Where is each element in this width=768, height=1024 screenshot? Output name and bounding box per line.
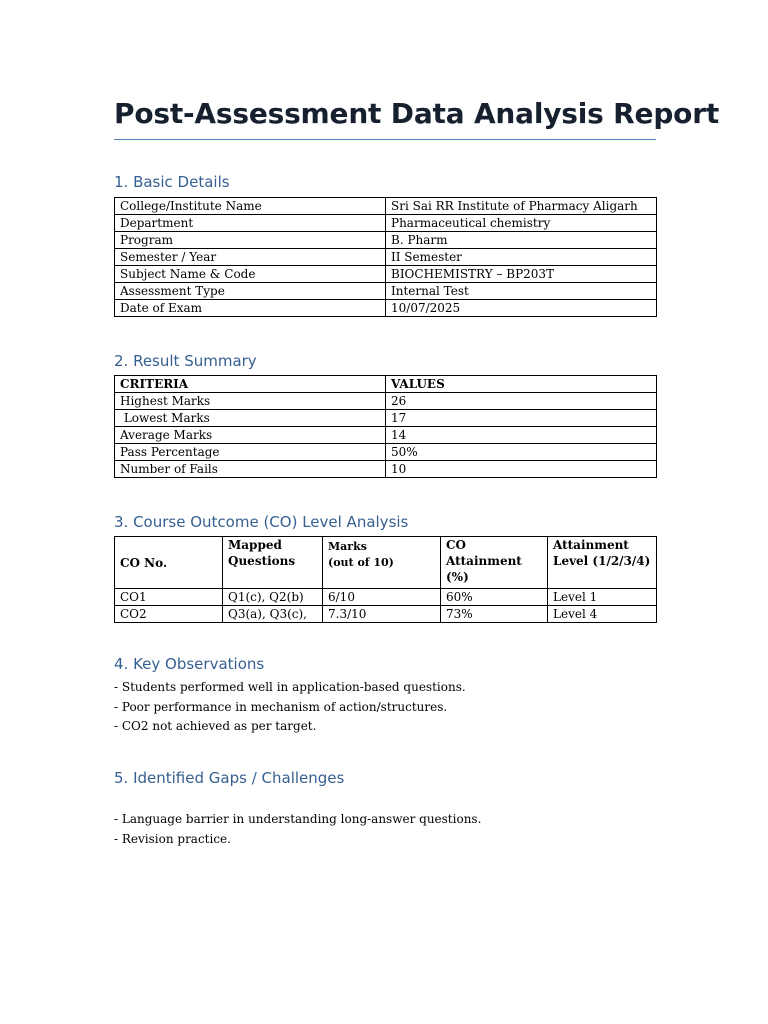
list-item: - CO2 not achieved as per target.: [114, 719, 317, 733]
detail-label: College/Institute Name: [115, 198, 386, 215]
observations-list: [114, 678, 656, 737]
column-header-criteria: CRITERIA: [115, 376, 386, 393]
criteria-cell: Number of Fails: [115, 461, 386, 478]
marks-header-line2: (out of 10): [328, 556, 394, 569]
result-summary-table: [114, 375, 657, 478]
section-heading-co-analysis: 3. Course Outcome (CO) Level Analysis: [114, 513, 409, 531]
column-header-co-attainment: CO Attainment (%): [441, 537, 548, 589]
criteria-cell: Pass Percentage: [115, 444, 386, 461]
level-cell: Level 4: [548, 606, 657, 623]
list-item: - Language barrier in understanding long-answer questions.: [114, 812, 482, 826]
table-row: [115, 215, 657, 232]
table-row: [115, 266, 657, 283]
table-row: [115, 410, 657, 427]
detail-label: Semester / Year: [115, 249, 386, 266]
value-cell: 10: [386, 461, 657, 478]
table-row: [115, 461, 657, 478]
attainment-cell: 60%: [441, 589, 548, 606]
section-heading-gaps: 5. Identified Gaps / Challenges: [114, 769, 345, 787]
value-cell: 50%: [386, 444, 657, 461]
detail-value: 10/07/2025: [386, 300, 657, 317]
detail-value: B. Pharm: [386, 232, 657, 249]
co-cell: CO2: [115, 606, 223, 623]
detail-label: Program: [115, 232, 386, 249]
basic-details-table: [114, 197, 657, 317]
criteria-cell: Average Marks: [115, 427, 386, 444]
criteria-cell: Highest Marks: [115, 393, 386, 410]
criteria-cell: Lowest Marks: [115, 410, 386, 427]
list-item: - Poor performance in mechanism of action/structures.: [114, 699, 448, 714]
table-header-row: [115, 537, 657, 589]
table-row: [115, 300, 657, 317]
detail-value: Pharmaceutical chemistry: [386, 215, 657, 232]
level-cell: Level 1: [548, 589, 657, 606]
table-row: [115, 606, 657, 623]
table-row: [115, 232, 657, 249]
attainment-cell: 73%: [441, 606, 548, 623]
table-row: [115, 283, 657, 300]
co-cell: CO1: [115, 589, 223, 606]
table-row: [115, 427, 657, 444]
marks-header-line1: Marks: [328, 540, 367, 553]
table-row: [115, 444, 657, 461]
column-header-co-no: CO No.: [115, 537, 223, 589]
column-header-mapped-questions: Mapped Questions: [223, 537, 323, 589]
value-cell: 26: [386, 393, 657, 410]
list-item: - Revision practice.: [114, 831, 231, 846]
detail-label: Assessment Type: [115, 283, 386, 300]
detail-label: Department: [115, 215, 386, 232]
list-item: - Students performed well in application-based questions.: [114, 680, 466, 694]
column-header-attainment-level: Attainment Level (1/2/3/4): [548, 537, 657, 589]
table-row: [115, 198, 657, 215]
table-row: [115, 393, 657, 410]
title-underline: [114, 139, 656, 140]
table-header-row: [115, 376, 657, 393]
section-heading-basic-details: 1. Basic Details: [114, 173, 230, 191]
detail-value: II Semester: [386, 249, 657, 266]
detail-label: Date of Exam: [115, 300, 386, 317]
marks-cell: 7.3/10: [323, 606, 441, 623]
questions-cell: Q3(a), Q3(c),: [223, 606, 323, 623]
detail-value: Sri Sai RR Institute of Pharmacy Aligarh: [386, 198, 657, 215]
detail-label: Subject Name & Code: [115, 266, 386, 283]
section-heading-result-summary: 2. Result Summary: [114, 352, 257, 370]
questions-cell: Q1(c), Q2(b): [223, 589, 323, 606]
value-cell: 17: [386, 410, 657, 427]
column-header-values: VALUES: [386, 376, 657, 393]
co-analysis-table: [114, 536, 657, 623]
table-row: [115, 589, 657, 606]
value-cell: 14: [386, 427, 657, 444]
detail-value: Internal Test: [386, 283, 657, 300]
detail-value: BIOCHEMISTRY – BP203T: [386, 266, 657, 283]
column-header-marks: [323, 537, 441, 589]
marks-cell: 6/10: [323, 589, 441, 606]
section-heading-key-observations: 4. Key Observations: [114, 655, 265, 673]
gaps-list: [114, 810, 656, 849]
table-row: [115, 249, 657, 266]
document-title: Post-Assessment Data Analysis Report: [114, 97, 719, 130]
